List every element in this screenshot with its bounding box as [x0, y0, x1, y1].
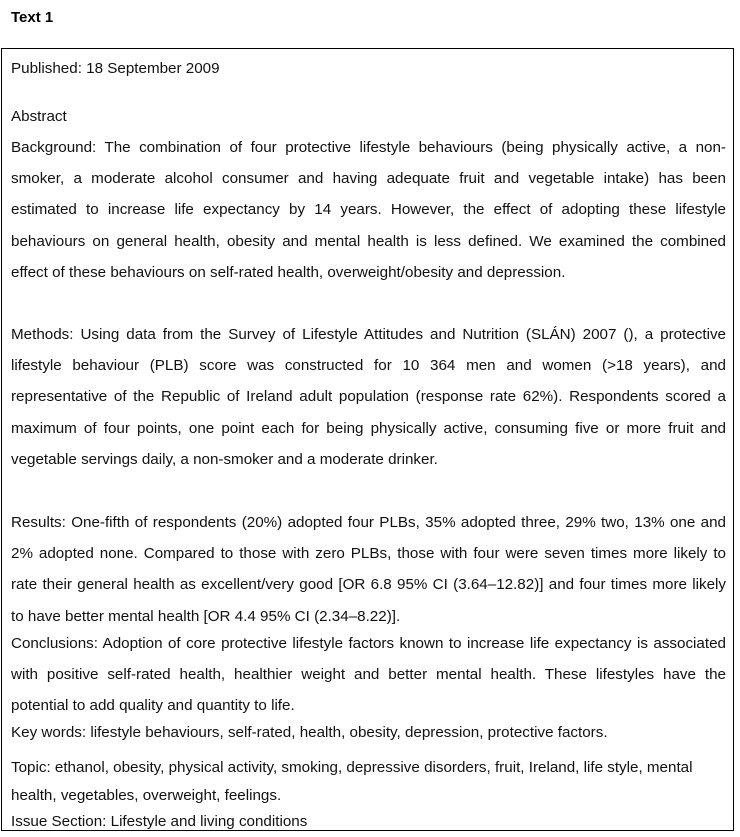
published-date: Published: 18 September 2009: [11, 60, 220, 77]
abstract-heading: Abstract: [11, 108, 67, 125]
methods-paragraph: Methods: Using data from the Survey of Lifestyle Attitudes and Nutrition (SLÁN) 2007 (), a protective lifestyle behaviour (PLB) score was constructed for 10 364 men and women (>18 years), and representative of the Republic of Ireland adult population (response rate 62%). Respondents scored a maximum of four points, one point each for being physically active, consuming five or more fruit and vegetable servings daily, a non-smoker and a moderate drinker.: [11, 326, 726, 468]
key-words: Key words: lifestyle behaviours, self-rated, health, obesity, depression, protective factors.: [11, 724, 608, 741]
background-paragraph: Background: The combination of four protective lifestyle behaviours (being physically active, a non-smoker, a moderate alcohol consumer and having adequate fruit and vegetable intake) has been estimated to increase life expectancy by 14 years. However, the effect of adopting these lifestyle behaviours on general health, obesity and mental health is less defined. We examined the combined effect of these behaviours on self-rated health, overweight/obesity and depression.: [11, 139, 726, 281]
document-title: Text 1: [11, 9, 54, 26]
issue-section: Issue Section: Lifestyle and living conditions: [11, 813, 308, 830]
conclusions-paragraph: Conclusions: Adoption of core protective lifestyle factors known to increase life expectancy is associated with positive self-rated health, healthier weight and better mental health. These lifestyles have the potential to add quality and quantity to life.: [11, 635, 726, 715]
results-paragraph: Results: One-fifth of respondents (20%) adopted four PLBs, 35% adopted three, 29% two, 13% one and 2% adopted none. Compared to those with zero PLBs, those with four were seven times more likely to rate their general health as excellent/very good [OR 6.8 95% CI (3.64–12.82)] and four times more likely to have better mental health [OR 4.4 95% CI (2.34–8.22)].: [11, 514, 726, 625]
topic-list: Topic: ethanol, obesity, physical activity, smoking, depressive disorders, fruit, Ireland, life style, mental health, vegetables, overweight, feelings.: [11, 759, 693, 804]
